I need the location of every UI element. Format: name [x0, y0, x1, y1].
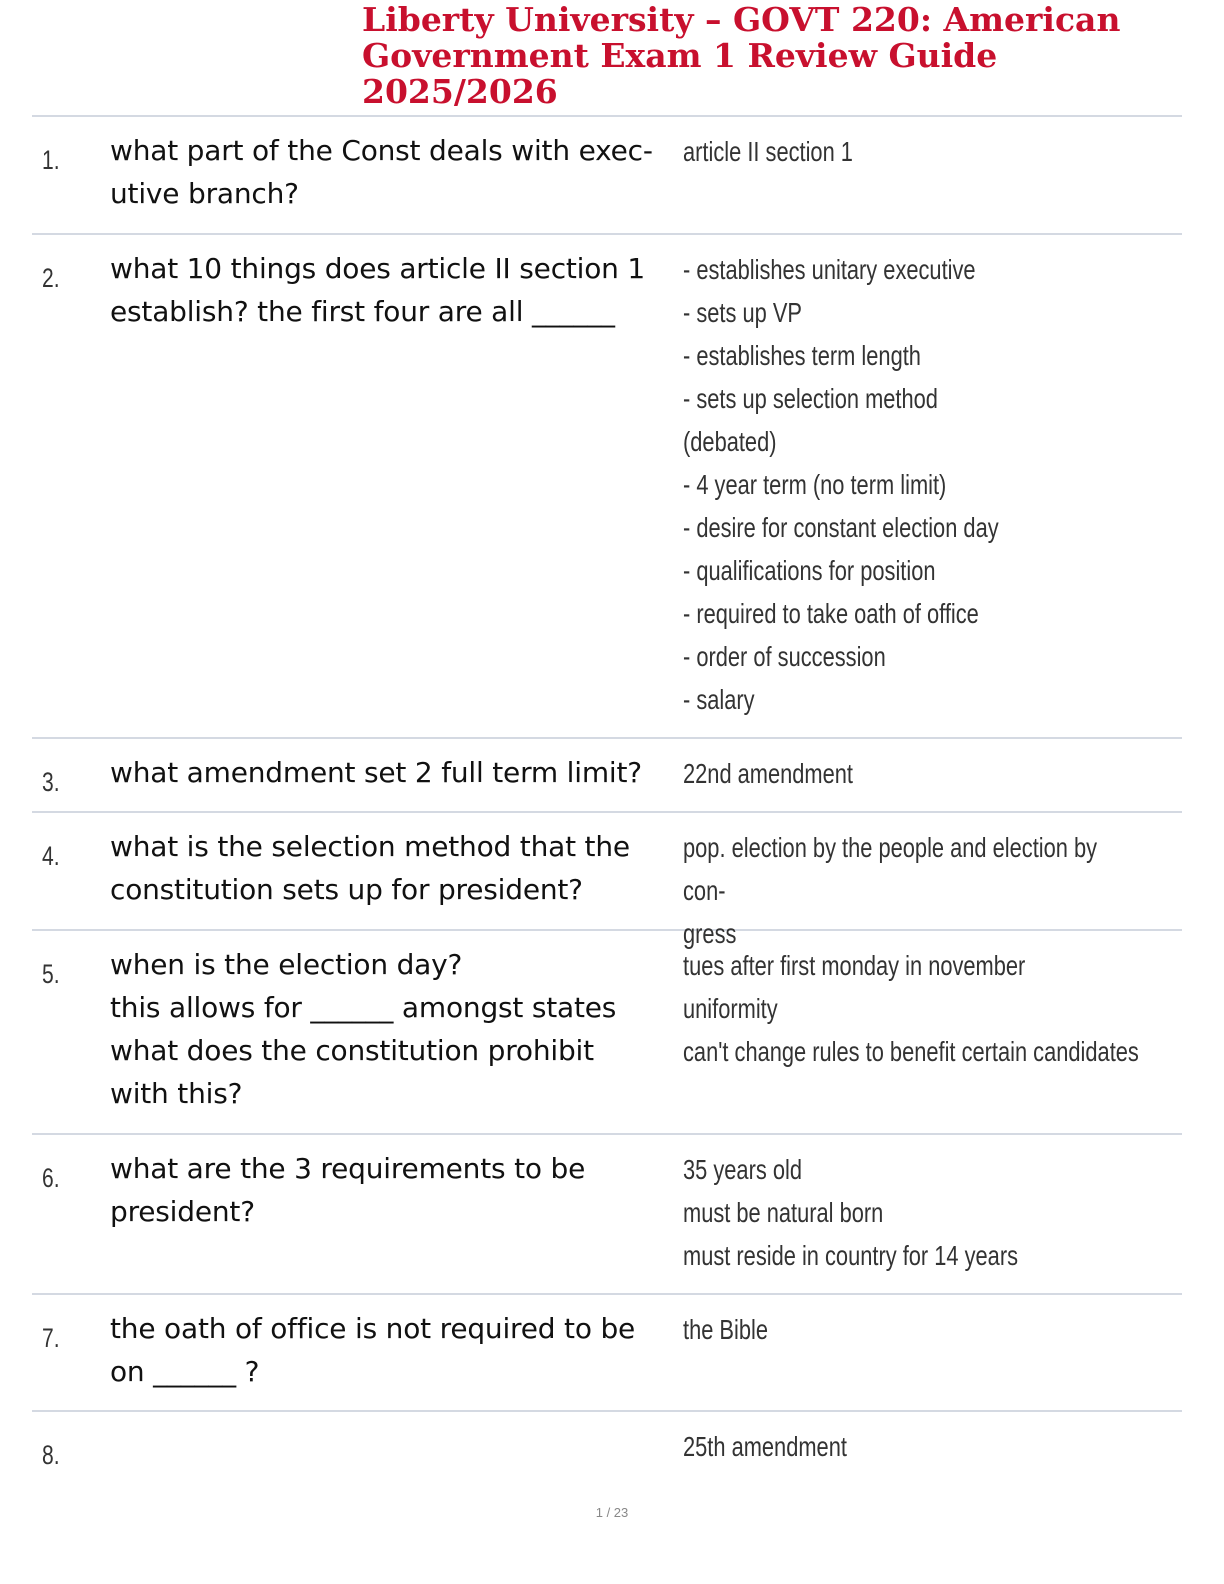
card-question: what 10 things does article II section 1 establish? the first four are all ______: [110, 252, 646, 328]
card-question: what amendment set 2 full term limit?: [110, 756, 642, 789]
page-number: 1 / 23: [595, 1505, 629, 1520]
card-number: 1.: [42, 145, 60, 175]
card-number: 3.: [42, 767, 60, 797]
flashcard-5: [32, 931, 1182, 1135]
flashcard-4: [32, 813, 1182, 949]
card-number: 5.: [42, 959, 60, 989]
card-answer: 22nd amendment: [683, 758, 853, 789]
card-number: 7.: [42, 1323, 60, 1353]
flashcard-8: [32, 1412, 1182, 1492]
card-answer: 25th amendment: [683, 1431, 847, 1462]
card-number: 2.: [42, 263, 60, 293]
card-answer: - establishes unitary executive - sets up VP - establishes term length - sets up selection method (debated) - 4 year term (no term limit) - desire for constant election day - qualifications for position - required to take oath of office - order of succession - salary: [683, 254, 999, 715]
flashcard-6: [32, 1135, 1182, 1295]
card-answer: pop. election by the people and election by con- gress: [683, 832, 1098, 949]
card-question: what are the 3 requirements to be president?: [110, 1152, 586, 1228]
flashcard-3: [32, 739, 1182, 813]
flashcard-7: [32, 1295, 1182, 1412]
flashcard-1: [32, 117, 1182, 235]
card-answer: 35 years old must be natural born must reside in country for 14 years: [683, 1154, 1019, 1271]
flashcard-2: [32, 235, 1182, 739]
document-title: Liberty University – GOVT 220: American Government Exam 1 Review Guide 2025/2026: [362, 0, 1121, 111]
card-answer: article II section 1: [683, 136, 853, 167]
card-question: the oath of office is not required to be on ______ ?: [110, 1312, 636, 1388]
card-number: 4.: [42, 841, 60, 871]
card-number: 8.: [42, 1440, 60, 1470]
card-question: when is the election day? this allows for ______ amongst states what does the constitution prohibit with this?: [110, 948, 617, 1110]
card-answer: the Bible: [683, 1314, 768, 1345]
card-number: 6.: [42, 1163, 60, 1193]
flashcard-list: [32, 115, 1182, 1492]
card-answer: tues after first monday in november uniformity can't change rules to benefit certain candidates: [683, 950, 1139, 1067]
card-question: what is the selection method that the constitution sets up for president?: [110, 830, 630, 906]
card-question: what part of the Const deals with exec- utive branch?: [110, 134, 653, 210]
